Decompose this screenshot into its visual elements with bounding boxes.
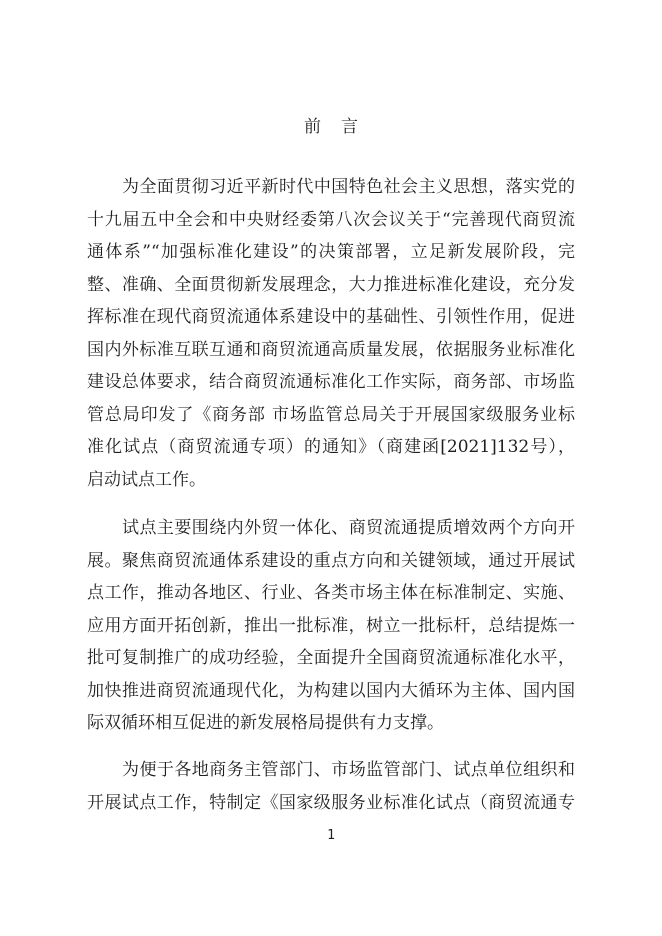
text-line: 际双循环相互促进的新发展格局提供有力支撑。: [87, 713, 444, 733]
text-line: 开展试点工作，特制定《国家级服务业标准化试点（商贸流通专: [87, 792, 575, 813]
text-line: 建设总体要求，结合商贸流通标准化工作实际，商务部、市场监: [87, 372, 575, 392]
text-line: 加快推进商贸流通现代化，为构建以国内大循环为主体、国内国: [87, 680, 575, 701]
text-line: 十九届五中全会和中央财经委第八次会议关于“完善现代商贸流: [87, 209, 575, 230]
text-line: 准化试点（商贸流通专项）的通知》（商建函[2021]132号），: [87, 437, 575, 457]
text-line: 为全面贯彻习近平新时代中国特色社会主义思想，落实党的: [122, 177, 575, 197]
text-line: 管总局印发了《商务部 市场监管总局关于开展国家级服务业标: [87, 404, 575, 425]
title-char-2: 言: [341, 117, 378, 137]
text-line: 点工作，推动各地区、行业、各类市场主体在标准制定、实施、: [87, 583, 575, 603]
text-line: 通体系”“加强标准化建设”的决策部署，立足新发展阶段，完: [87, 242, 575, 262]
paragraph-3: [87, 754, 575, 819]
text-line: 挥标准在现代商贸流通体系建设中的基础性、引领性作用，促进: [87, 307, 575, 327]
text-line: 为便于各地商务主管部门、市场监管部门、试点单位组织和: [122, 760, 575, 780]
text-line: 启动试点工作。: [87, 469, 206, 490]
text-line: 展。聚焦商贸流通体系建设的重点方向和关键领域，通过开展试: [87, 550, 575, 571]
text-line: 批可复制推广的成功经验，全面提升全国商贸流通标准化水平，: [87, 648, 575, 668]
page-number: 1: [327, 828, 335, 843]
text-line: 整、准确、全面贯彻新发展理念，大力推进标准化建设，充分发: [87, 274, 575, 295]
title-char-1: 前: [304, 117, 341, 137]
page-title: [0, 117, 662, 137]
text-line: 试点主要围绕内外贸一体化、商贸流通提质增效两个方向开: [122, 518, 575, 538]
paragraph-1: [87, 171, 575, 496]
text-line: 应用方面开拓创新，推出一批标准，树立一批标杆，总结提炼一: [87, 615, 575, 636]
text-line: 国内外标准互联互通和商贸流通高质量发展，依据服务业标准化: [87, 339, 575, 360]
paragraph-2: [87, 512, 575, 740]
